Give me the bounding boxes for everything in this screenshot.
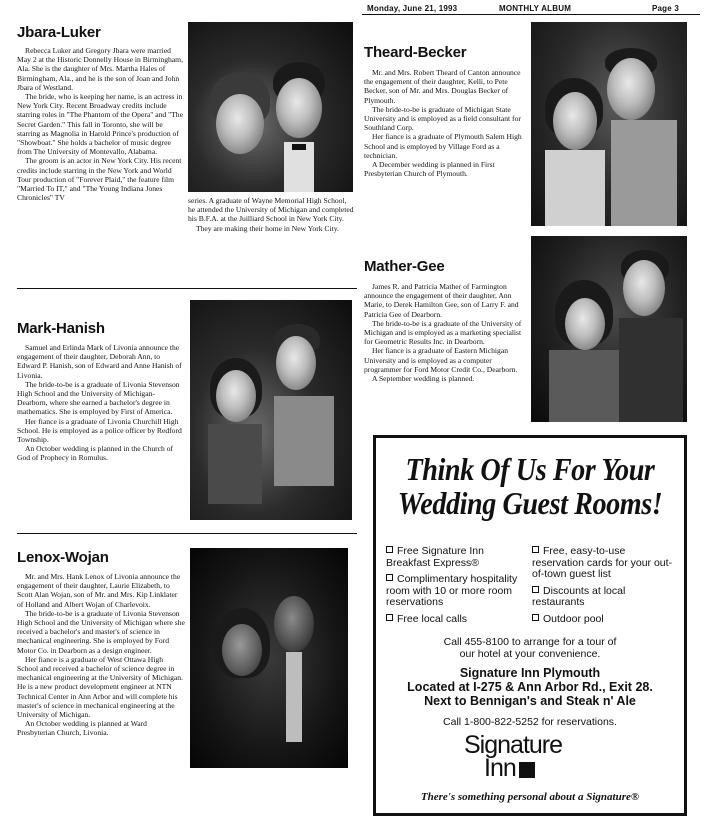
paragraph: An October wedding is planned at Ward Presbyterian Church, Livonia. <box>17 719 147 738</box>
paragraph: series. A graduate of Wayne Memorial High School, he attended the University of Michigan and completed his B.F.A. at the Juilliard School in New York City. <box>188 196 354 224</box>
ad-title-line: Wedding Guest Rooms! <box>397 485 663 521</box>
checkbox-icon <box>386 614 393 621</box>
ad-features-left <box>386 546 524 625</box>
ad-call-line: Call 455-8100 to arrange for a tour of <box>443 636 617 648</box>
ad-call-line: our hotel at your convenience. <box>459 648 601 660</box>
paragraph: Samuel and Erlinda Mark of Livonia announce the engagement of their daughter, Deborah Ann, to Edward P. Hanish, son of Edward and Anne Hanish of Livonia. <box>17 343 182 380</box>
checkbox-icon <box>532 614 539 621</box>
ad-feature: Free, easy-to-use reservation cards for your out-of-town guest list <box>532 545 673 580</box>
paragraph: They are making their home in New York City. <box>196 223 339 233</box>
paragraph: Her fiance is a graduate of West Ottawa High School and received a bachelor of science degree in mechanical engineering at the University of Michigan. He is a new product development engineer at NTN Technical Center in Ann Arbor and will complete his master's of science in mechanical engineering at the University of Michigan. <box>17 654 183 720</box>
paragraph: The bride-to-be is a graduate of the University of Michigan and is employed as a marketing specialist for Geometric Results Inc. in Dearborn. <box>364 318 522 347</box>
signature-inn-ad <box>373 435 687 816</box>
paragraph: Mr. and Mrs. Hank Lenox of Livonia announce the engagement of their daughter, Laurie Elizabeth, to Scott Alan Wojan, son of Mr. and Mrs. Kip Linklater of Holland and Albert Wojan of Charlevoix. <box>17 572 181 609</box>
paragraph: James R. and Patricia Mather of Farmington announce the engagement of their daughter, Ann Marie, to Derek Hamilton Gee, son of Larry F. and Patricia Gee of Dearborn. <box>364 282 519 319</box>
mather-gee-photo <box>531 236 687 422</box>
logo-text-line2: Inn <box>464 757 604 780</box>
lenox-wojan-headline: Lenox-Wojan <box>17 549 109 566</box>
hotel-location: Located at I-275 & Ann Arbor Rd., Exit 28. <box>407 680 653 694</box>
jbara-luker-text-col2 <box>188 196 354 233</box>
signature-inn-logo <box>464 731 604 782</box>
paragraph: Mr. and Mrs. Robert Theard of Canton announce the engagement of their daughter, Kelli, to Pete Becker, son of Mr. and Mrs. Douglas Becker of Plymouth. <box>364 68 521 105</box>
logo-text: Signature <box>464 731 563 759</box>
issue-date: Monday, June 21, 1993 <box>367 4 458 13</box>
paragraph: The bride, who is keeping her name, is an actress in New York City. Recent Broadway credits include starring roles in "The Phantom of the Opera" and "The Secret Garden." This fall in Toronto, she will be starring as Magnolia in Harold Prince's production of "Showboat." She holds a bachelor of music degree from The University of Montevallo, Alabama. <box>17 92 183 157</box>
ad-features-right <box>532 546 678 625</box>
jbara-luker-text-col1 <box>17 46 183 202</box>
page-number: Page 3 <box>652 4 679 13</box>
ad-feature: Outdoor pool <box>532 614 678 626</box>
logo-mark-icon <box>519 762 535 778</box>
paragraph: A December wedding is planned in First Presbyterian Church of Plymouth. <box>364 160 495 179</box>
ad-title-line: Think Of Us For Your <box>405 451 655 487</box>
hotel-landmark: Next to Bennigan's and Steak n' Ale <box>424 694 636 708</box>
section-name: MONTHLY ALBUM <box>499 4 572 13</box>
paragraph: The bride-to-be is a graduate of Livonia Stevenson High School and the University of Michigan where she received a bachelor's and master's of science in mechanical engineering. She is employed by Ford Motor Co. in Dearborn as a design engineer. <box>17 608 185 655</box>
checkbox-icon <box>532 586 539 593</box>
ad-feature: Free local calls <box>386 614 524 626</box>
mather-gee-headline: Mather-Gee <box>364 258 445 275</box>
paragraph: An October wedding is planned in the Church of God of Prophecy in Romulus. <box>17 444 174 463</box>
ad-location <box>376 666 684 708</box>
lenox-wojan-photo <box>190 548 348 768</box>
hotel-name: Signature Inn Plymouth <box>459 666 601 680</box>
mark-hanish-photo <box>190 300 352 520</box>
theard-becker-headline: Theard-Becker <box>364 44 467 61</box>
section-divider <box>17 288 357 289</box>
theard-becker-text <box>364 68 527 178</box>
section-divider <box>17 533 357 534</box>
mather-gee-text <box>364 282 527 383</box>
paragraph: Her fiance is a graduate of Eastern Michigan University and is employed as a computer programmer for Ford Motor Credit Co., Dearborn. <box>364 346 518 374</box>
theard-becker-photo <box>531 22 687 226</box>
ad-reservations: Call 1-800-822-5252 for reservations. <box>443 716 617 728</box>
paragraph: Her fiance is a graduate of Plymouth Salem High School and is employed by Village Ford as a technician. <box>364 132 522 160</box>
ad-call-tour <box>376 636 684 660</box>
ad-feature: Discounts at local restaurants <box>532 584 626 608</box>
ad-feature: Free Signature Inn Breakfast Express® <box>386 545 484 569</box>
paragraph: A September wedding is planned. <box>372 374 475 384</box>
jbara-luker-photo <box>188 22 353 192</box>
ad-feature: Complimentary hospitality room with 10 or more room reservations <box>386 573 518 608</box>
checkbox-icon <box>386 574 393 581</box>
ad-tagline: There's something personal about a Signature® <box>420 791 640 803</box>
jbara-luker-headline: Jbara-Luker <box>17 24 101 41</box>
paragraph: The bride-to-be is graduate of Michigan State University and is employed as a field consultant for Southland Corp. <box>364 104 521 133</box>
lenox-wojan-text <box>17 572 185 738</box>
ad-title <box>394 452 665 520</box>
header-rule <box>362 14 700 15</box>
paragraph: Her fiance is a graduate of Livonia Churchill High School. He is employed as a police officer by Redford Township. <box>17 416 182 445</box>
paragraph: Rebecca Luker and Gregory Jbara were married May 2 at the Historic Donnelly House in Birmingham, Ala. She is the daughter of Mrs. Martha Hales of Birmingham, Ala., and he is the son of Joan and John Jbara of Westland. <box>17 46 183 92</box>
mark-hanish-text <box>17 343 185 463</box>
checkbox-icon <box>532 546 539 553</box>
paragraph: The groom is an actor in New York City. His recent credits include starring in the New York and World Tour production of "Forever Plaid," the feature film "Married To IT," and "The Young Indiana Jones Chronicles" TV <box>17 156 182 203</box>
checkbox-icon <box>386 546 393 553</box>
paragraph: The bride-to-be is a graduate of Livonia Stevenson High School and the University of Michigan-Dearborn, where she earned a bachelor's degree in mathematics. She is employed by First of America. <box>17 379 180 417</box>
mark-hanish-headline: Mark-Hanish <box>17 320 105 337</box>
